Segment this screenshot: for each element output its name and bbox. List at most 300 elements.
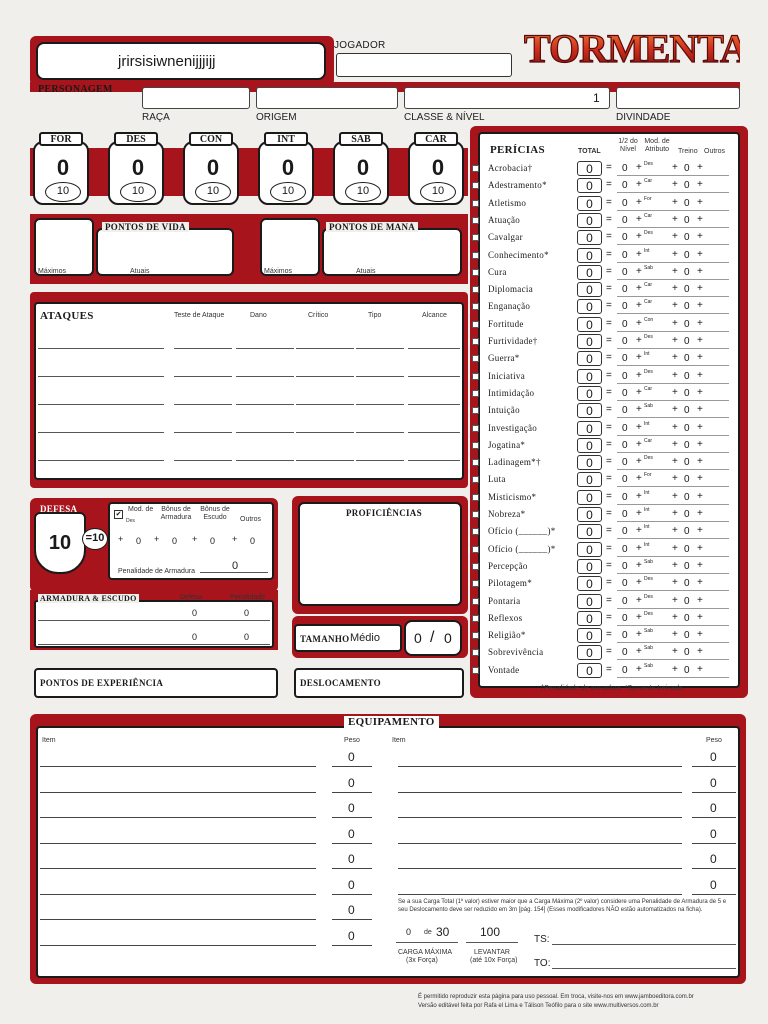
skill-row xyxy=(472,627,738,644)
skill-underline xyxy=(617,365,729,366)
attack-row-line[interactable] xyxy=(174,348,232,349)
equipment-left-weight-line[interactable] xyxy=(332,868,372,869)
skill-total: 0 xyxy=(577,282,602,297)
skill-trained-checkbox[interactable] xyxy=(472,165,479,172)
skill-training[interactable]: 0 xyxy=(684,664,690,676)
skill-plus: + xyxy=(697,283,703,295)
mp-label: PONTOS DE MANA xyxy=(326,222,418,232)
skill-row xyxy=(472,593,738,610)
skill-training[interactable]: 0 xyxy=(684,612,690,624)
attribute-value[interactable]: 0 xyxy=(206,155,220,180)
equipment-left-weight-line[interactable] xyxy=(332,945,372,946)
attribute-des[interactable] xyxy=(105,132,167,208)
skill-training[interactable]: 0 xyxy=(684,249,690,261)
attribute-body xyxy=(33,141,89,205)
defense-col-other: Outros xyxy=(240,516,262,523)
skill-plus: + xyxy=(672,490,678,502)
equipment-right-weight-line[interactable] xyxy=(692,868,736,869)
equipment-right-item-line[interactable] xyxy=(398,843,682,844)
attribute-value[interactable]: 0 xyxy=(56,155,70,180)
skill-equals: = xyxy=(606,386,612,398)
skill-equals: = xyxy=(606,335,612,346)
skill-name: Enganação xyxy=(488,301,531,312)
skill-training[interactable]: 0 xyxy=(684,318,690,330)
skill-plus: + xyxy=(636,283,642,295)
attribute-score[interactable]: 10 xyxy=(45,182,81,202)
skills-col-total: TOTAL xyxy=(578,148,601,155)
skill-training[interactable]: 0 xyxy=(684,180,690,192)
skill-plus: + xyxy=(636,559,642,571)
skill-training[interactable]: 0 xyxy=(684,543,690,555)
deity-label: DIVINDADE xyxy=(616,112,671,123)
skill-name: Atletismo xyxy=(488,197,527,208)
skill-trained-checkbox[interactable] xyxy=(472,425,479,432)
lift-label: LEVANTAR xyxy=(474,949,510,956)
load-current: 0 xyxy=(406,927,412,937)
skill-trained-checkbox[interactable] xyxy=(472,442,479,449)
skill-total: 0 xyxy=(577,403,602,418)
skill-name: Investigação xyxy=(488,422,538,433)
skill-underline xyxy=(617,521,729,522)
skill-trained-checkbox[interactable] xyxy=(472,598,479,605)
race-field[interactable] xyxy=(142,87,250,109)
attack-row-line[interactable] xyxy=(408,460,460,461)
skill-plus: + xyxy=(697,508,703,519)
skill-attr: Des xyxy=(644,576,653,583)
equipment-left-item-line[interactable] xyxy=(40,945,316,946)
skill-row xyxy=(472,212,738,229)
equipment-left-item-line[interactable] xyxy=(40,766,316,767)
attribute-car[interactable] xyxy=(405,132,467,208)
skill-equals: = xyxy=(606,577,612,589)
skill-training[interactable]: 0 xyxy=(684,353,690,365)
skill-plus: + xyxy=(697,473,703,485)
skill-equals: = xyxy=(606,542,612,554)
equipment-weight-label-left: Peso xyxy=(344,737,360,744)
equipment-right-item-line[interactable] xyxy=(398,868,682,869)
skill-training[interactable]: 0 xyxy=(684,301,690,313)
skill-half-level: 0 xyxy=(622,336,628,347)
defense-title: DEFESA xyxy=(40,504,78,514)
skill-trained-checkbox[interactable] xyxy=(472,528,479,535)
skill-name: Atuação xyxy=(488,214,521,225)
skill-training[interactable]: 0 xyxy=(684,647,690,659)
equipment-right-weight-line[interactable] xyxy=(692,843,736,844)
skill-total: 0 xyxy=(577,559,602,574)
skill-plus: + xyxy=(672,663,678,675)
skill-trained-checkbox[interactable] xyxy=(472,252,479,259)
skill-attr: Car xyxy=(644,385,653,392)
skill-plus: + xyxy=(672,594,678,606)
defense-col-armor: Bônus de Armadura xyxy=(160,506,192,521)
skill-training[interactable]: 0 xyxy=(684,232,690,244)
attribute-score[interactable]: 10 xyxy=(120,182,156,202)
skill-row xyxy=(472,489,738,506)
attack-row-line[interactable] xyxy=(174,460,232,461)
skill-plus: + xyxy=(672,248,678,260)
skill-training[interactable]: 0 xyxy=(684,266,690,278)
skill-plus: + xyxy=(672,162,678,173)
armor-box xyxy=(34,600,274,648)
skill-training[interactable]: 0 xyxy=(684,509,690,520)
attribute-name: FOR xyxy=(39,132,83,146)
skill-attr: Int xyxy=(644,489,650,496)
class-level-field[interactable] xyxy=(404,87,610,109)
equipment-left-weight: 0 xyxy=(348,928,355,943)
equipment-right-item-line[interactable] xyxy=(398,817,682,818)
skill-total: 0 xyxy=(577,611,602,626)
skill-plus: + xyxy=(697,646,703,658)
attack-row-line[interactable] xyxy=(356,348,404,349)
attribute-name: SAB xyxy=(339,132,383,146)
skill-underline xyxy=(617,625,729,626)
skill-trained-checkbox[interactable] xyxy=(472,269,479,276)
skill-plus: + xyxy=(672,611,678,623)
skill-training[interactable]: 0 xyxy=(684,370,690,382)
skill-trained-checkbox[interactable] xyxy=(472,494,479,501)
skill-training[interactable]: 0 xyxy=(684,163,690,174)
skills-title: PERÍCIAS xyxy=(490,144,545,156)
skill-plus: + xyxy=(672,369,678,381)
equipment-left-weight-line[interactable] xyxy=(332,766,372,767)
skill-underline xyxy=(617,331,729,332)
equipment-right-weight-line[interactable] xyxy=(692,894,736,895)
skill-attr: Des xyxy=(644,455,653,462)
attribute-for[interactable] xyxy=(30,132,92,208)
skill-trained-checkbox[interactable] xyxy=(472,580,479,587)
skill-trained-checkbox[interactable] xyxy=(472,511,479,518)
skill-underline xyxy=(617,573,729,574)
attribute-score[interactable]: 10 xyxy=(420,182,456,202)
skill-training[interactable]: 0 xyxy=(684,197,690,209)
equipment-right-item-line[interactable] xyxy=(398,894,682,895)
skill-plus: + xyxy=(697,629,703,641)
attribute-body xyxy=(333,141,389,205)
size-value: Médio xyxy=(350,632,380,644)
skill-training[interactable]: 0 xyxy=(684,560,690,572)
skill-row xyxy=(472,662,738,679)
skill-total: 0 xyxy=(577,178,602,193)
equipment-right-weight-line[interactable] xyxy=(692,766,736,767)
skill-plus: + xyxy=(672,300,678,312)
skill-attr: Des xyxy=(644,368,653,375)
attack-row-line[interactable] xyxy=(408,404,460,405)
attribute-value[interactable]: 0 xyxy=(131,155,145,180)
skill-plus: + xyxy=(672,317,678,329)
skill-trained-checkbox[interactable] xyxy=(472,615,479,622)
skill-training[interactable]: 0 xyxy=(684,595,690,607)
attribute-score[interactable]: 10 xyxy=(345,182,381,202)
attack-row-line[interactable] xyxy=(174,404,232,405)
attack-row-line[interactable] xyxy=(174,376,232,377)
hp-max-label: Máximos xyxy=(38,268,67,275)
skill-training[interactable]: 0 xyxy=(684,630,690,642)
deity-field[interactable] xyxy=(616,87,740,109)
attack-row-line[interactable] xyxy=(236,348,294,349)
skill-row xyxy=(472,523,738,540)
equipment-left-item-line[interactable] xyxy=(40,868,316,869)
skills-col-other: Outros xyxy=(704,148,726,155)
skill-training[interactable]: 0 xyxy=(684,578,690,590)
attack-row-line[interactable] xyxy=(356,432,404,433)
equipment-right-weight: 0 xyxy=(710,801,717,815)
skill-attr: Sab xyxy=(644,264,653,271)
skill-training[interactable]: 0 xyxy=(684,405,690,417)
attribute-value[interactable]: 0 xyxy=(356,155,370,180)
attack-row-line[interactable] xyxy=(236,432,294,433)
defense-component-value[interactable]: 0 xyxy=(250,536,256,546)
equipment-left-item-line[interactable] xyxy=(40,792,316,793)
attribute-body xyxy=(408,141,464,205)
attribute-value[interactable]: 0 xyxy=(281,155,295,180)
skill-half-level: 0 xyxy=(622,474,628,486)
skill-trained-checkbox[interactable] xyxy=(472,546,479,553)
skill-underline xyxy=(617,590,729,591)
skill-plus: + xyxy=(672,629,678,641)
footer-line-2: Versão editável feita por Rafa el Lima e Tálison Teófilo para o site www.multiversos.com.br xyxy=(418,1003,659,1009)
skill-underline xyxy=(617,608,729,609)
skill-underline xyxy=(617,296,729,297)
load-max: 30 xyxy=(436,925,450,939)
skill-training[interactable]: 0 xyxy=(684,526,690,538)
skill-attr: Des xyxy=(644,593,653,600)
attack-row-line[interactable] xyxy=(38,348,164,349)
skill-attr: Int xyxy=(644,351,650,358)
equipment-left-weight-line[interactable] xyxy=(332,817,372,818)
load-note: Se a sua Carga Total (1º valor) estiver maior que a Carga Máxima (2º valor) considere uma Penalidade de Armadura de 5 e seu Deslocamento deve ser reduzido em 3m [pág. 154] (Esses modificadores NÃO estão automatizados na ficha). xyxy=(398,899,727,913)
skill-total: 0 xyxy=(577,472,602,487)
skill-plus: + xyxy=(636,421,642,433)
skill-plus: + xyxy=(636,335,642,346)
skill-plus: + xyxy=(636,404,642,416)
character-name-field[interactable] xyxy=(36,42,326,80)
equipment-right-item-line[interactable] xyxy=(398,792,682,793)
skill-half-level: 0 xyxy=(622,422,628,434)
skill-equals: = xyxy=(606,490,612,502)
attack-row-line[interactable] xyxy=(236,376,294,377)
skill-underline xyxy=(617,244,729,245)
hp-current-label: Atuais xyxy=(130,268,150,275)
skill-underline xyxy=(617,538,729,539)
skill-name: Percepção xyxy=(488,560,528,571)
equipment-left-weight-line[interactable] xyxy=(332,894,372,895)
to-line[interactable] xyxy=(552,968,736,969)
equipment-right-weight-line[interactable] xyxy=(692,817,736,818)
skill-trained-checkbox[interactable] xyxy=(472,303,479,310)
attack-row-line[interactable] xyxy=(356,460,404,461)
skill-underline xyxy=(617,417,729,418)
character-name-value: jrirsisiwnenijjjijj xyxy=(118,53,216,70)
skill-training[interactable]: 0 xyxy=(684,457,690,469)
attack-row-line[interactable] xyxy=(38,460,164,461)
attack-row-line[interactable] xyxy=(174,432,232,433)
skill-training[interactable]: 0 xyxy=(684,439,690,451)
equipment-left-weight-line[interactable] xyxy=(332,843,372,844)
attack-row-line[interactable] xyxy=(408,432,460,433)
equipment-right-weight: 0 xyxy=(710,775,717,790)
skill-name: Pilotagem* xyxy=(488,578,532,589)
attack-row-line[interactable] xyxy=(296,404,354,405)
skill-name: Jogatina* xyxy=(488,439,526,450)
character-label: PERSONAGEM xyxy=(38,84,113,95)
defense-component-value[interactable]: 0 xyxy=(210,536,216,546)
mp-current-box[interactable] xyxy=(322,228,462,276)
skill-total: 0 xyxy=(577,213,602,228)
skill-row xyxy=(472,610,738,627)
skill-training[interactable]: 0 xyxy=(684,387,690,399)
equipment-left-weight: 0 xyxy=(348,750,355,764)
skill-total: 0 xyxy=(577,524,602,539)
skill-training[interactable]: 0 xyxy=(684,474,690,486)
skill-row xyxy=(472,420,738,437)
skill-row xyxy=(472,541,738,558)
equipment-left-item-line[interactable] xyxy=(40,817,316,818)
skill-plus: + xyxy=(672,283,678,295)
skill-trained-checkbox[interactable] xyxy=(472,234,479,241)
skill-plus: + xyxy=(697,386,703,398)
skill-plus: + xyxy=(636,490,642,502)
defense-component-value[interactable]: 0 xyxy=(172,536,178,546)
skill-name: Cura xyxy=(488,266,507,277)
skill-trained-checkbox[interactable] xyxy=(472,217,479,224)
skill-attr: Int xyxy=(644,247,650,254)
attack-row-line[interactable] xyxy=(356,404,404,405)
skill-plus: + xyxy=(636,594,642,606)
equipment-left-weight-line[interactable] xyxy=(332,792,372,793)
equipment-weight-label-right: Peso xyxy=(706,737,722,744)
skill-trained-checkbox[interactable] xyxy=(472,338,479,345)
skill-total: 0 xyxy=(577,386,602,401)
skill-half-level: 0 xyxy=(622,232,628,244)
skill-plus: + xyxy=(697,525,703,537)
skill-trained-checkbox[interactable] xyxy=(472,667,479,674)
skill-plus: + xyxy=(697,594,703,606)
skill-underline xyxy=(617,452,729,453)
skill-plus: + xyxy=(697,335,703,346)
skill-trained-checkbox[interactable] xyxy=(472,407,479,414)
skill-plus: + xyxy=(697,611,703,623)
skill-plus: + xyxy=(636,663,642,675)
skill-trained-checkbox[interactable] xyxy=(472,286,479,293)
skill-training[interactable]: 0 xyxy=(684,422,690,434)
skill-training[interactable]: 0 xyxy=(684,491,690,503)
attack-row-line[interactable] xyxy=(38,404,164,405)
skill-plus: + xyxy=(672,559,678,571)
attribute-con[interactable] xyxy=(180,132,242,208)
skill-plus: + xyxy=(697,352,703,364)
skill-plus: + xyxy=(636,265,642,277)
skill-trained-checkbox[interactable] xyxy=(472,355,479,362)
skill-row xyxy=(472,264,738,281)
skill-training[interactable]: 0 xyxy=(684,336,690,347)
skill-trained-checkbox[interactable] xyxy=(472,632,479,639)
attributes-red-band xyxy=(30,148,468,196)
equipment-left-item-line[interactable] xyxy=(40,843,316,844)
skill-plus: + xyxy=(697,265,703,277)
attack-row-line[interactable] xyxy=(408,348,460,349)
skill-plus: + xyxy=(697,421,703,433)
attribute-name: CAR xyxy=(414,132,458,146)
skill-trained-checkbox[interactable] xyxy=(472,649,479,656)
armor-row-line-1 xyxy=(38,620,270,621)
attack-row-line[interactable] xyxy=(236,404,294,405)
skill-underline xyxy=(617,469,729,470)
attribute-name: DES xyxy=(114,132,158,146)
attack-row-line[interactable] xyxy=(296,348,354,349)
origin-field[interactable] xyxy=(256,87,398,109)
defense-des-checkbox[interactable] xyxy=(114,510,123,519)
equipment-right-weight-line[interactable] xyxy=(692,792,736,793)
skill-total: 0 xyxy=(577,161,602,176)
skill-row xyxy=(472,506,738,523)
equipment-left-weight: 0 xyxy=(348,826,355,841)
attack-row-line[interactable] xyxy=(296,376,354,377)
player-field[interactable] xyxy=(336,53,512,77)
attribute-int[interactable] xyxy=(255,132,317,208)
equipment-left-item-line[interactable] xyxy=(40,919,316,920)
skill-equals: = xyxy=(606,508,612,519)
skill-trained-checkbox[interactable] xyxy=(472,200,479,207)
skill-attr: Des xyxy=(644,334,653,340)
size-slots-box[interactable] xyxy=(404,620,462,656)
skill-trained-checkbox[interactable] xyxy=(472,373,479,380)
skill-plus: + xyxy=(672,265,678,277)
equipment-left-weight-line[interactable] xyxy=(332,919,372,920)
skill-training[interactable]: 0 xyxy=(684,284,690,296)
attack-row-line[interactable] xyxy=(38,376,164,377)
skill-underline xyxy=(617,192,729,193)
skill-trained-checkbox[interactable] xyxy=(472,182,479,189)
skill-trained-checkbox[interactable] xyxy=(472,321,479,328)
attack-row-line[interactable] xyxy=(356,376,404,377)
ts-line[interactable] xyxy=(552,944,736,945)
attribute-value[interactable]: 0 xyxy=(431,155,445,180)
skill-name: Pontaria xyxy=(488,595,521,606)
skill-plus: + xyxy=(697,438,703,450)
skill-name: Acrobacia† xyxy=(488,163,533,173)
skill-name: Misticismo* xyxy=(488,491,537,502)
skill-equals: = xyxy=(606,611,612,623)
attack-row-line[interactable] xyxy=(296,432,354,433)
attribute-sab[interactable] xyxy=(330,132,392,208)
skill-training[interactable]: 0 xyxy=(684,214,690,226)
attribute-score[interactable]: 10 xyxy=(195,182,231,202)
attack-row-line[interactable] xyxy=(408,376,460,377)
skill-trained-checkbox[interactable] xyxy=(472,459,479,466)
skill-plus: + xyxy=(636,300,642,312)
hp-current-box[interactable] xyxy=(96,228,234,276)
skill-trained-checkbox[interactable] xyxy=(472,476,479,483)
skill-attr: Car xyxy=(644,282,653,289)
skill-underline xyxy=(617,400,729,401)
attack-row-line[interactable] xyxy=(296,460,354,461)
skill-name: Intuição xyxy=(488,405,520,416)
skill-trained-checkbox[interactable] xyxy=(472,563,479,570)
equipment-left-item-line[interactable] xyxy=(40,894,316,895)
lift-sub: (até 10x Força) xyxy=(470,957,518,964)
equipment-right-item-line[interactable] xyxy=(398,766,682,767)
skill-trained-checkbox[interactable] xyxy=(472,390,479,397)
defense-component-value[interactable]: 0 xyxy=(136,536,142,546)
attack-row-line[interactable] xyxy=(236,460,294,461)
attack-row-line[interactable] xyxy=(38,432,164,433)
attribute-score[interactable]: 10 xyxy=(270,182,306,202)
skill-name: Vontade xyxy=(488,664,520,675)
defense-plus: + xyxy=(192,534,198,544)
skill-plus: + xyxy=(672,577,678,589)
attack-col-critical: Crítico xyxy=(308,312,329,319)
armor-row2-penalty: 0 xyxy=(244,632,250,642)
